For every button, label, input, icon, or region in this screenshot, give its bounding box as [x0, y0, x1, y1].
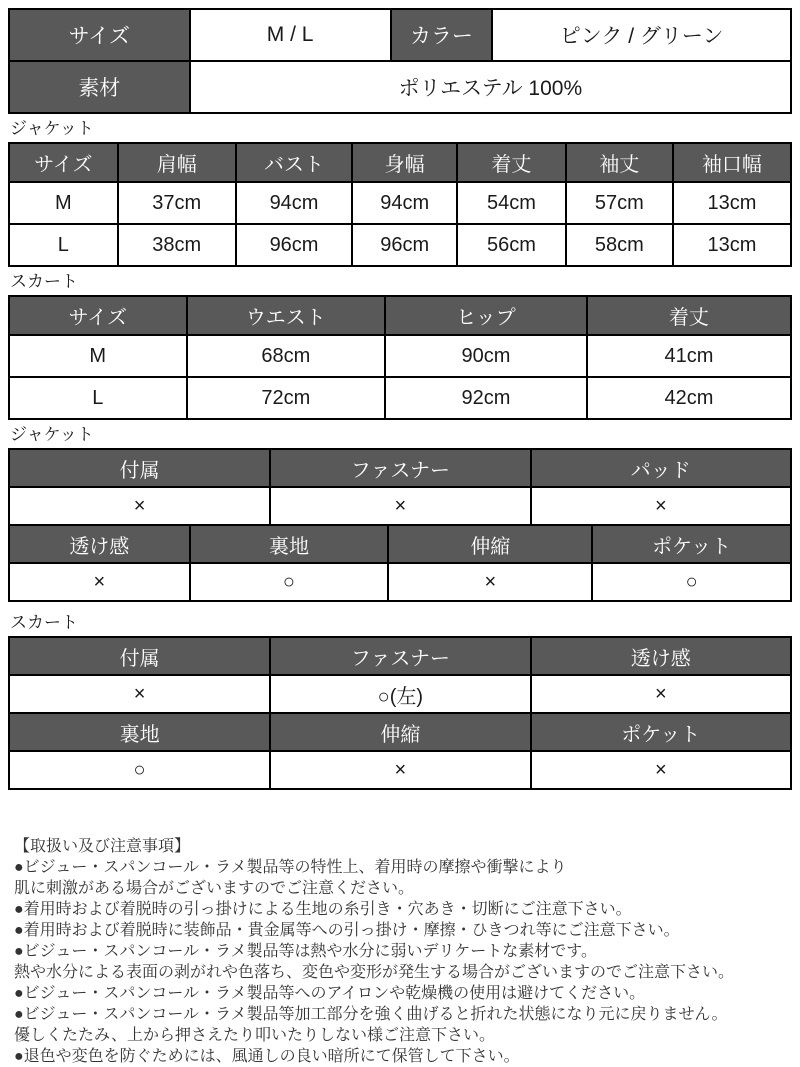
skirt-length-header: 着丈 — [587, 296, 791, 335]
table-cell: 94cm — [352, 182, 457, 224]
jacket-cuff-header: 袖口幅 — [673, 143, 791, 182]
jacket-feature-section-label: ジャケット — [10, 425, 94, 444]
jacket-fastener-header: ファスナー — [270, 449, 530, 487]
care-note-line: 肌に刺激がある場合がございますのでご注意ください。 — [14, 880, 415, 897]
care-note-line: ●ビジュー・スパンコール・ラメ製品等へのアイロンや乾燥機の使用は避けてください。 — [14, 985, 646, 1002]
jacket-accessory-header: 付属 — [9, 449, 270, 487]
care-note-line: ●着用時および着脱時に装飾品・貴金属等への引っ掛け・摩擦・ひきつれ等にご注意下さい。 — [14, 922, 680, 939]
jacket-size-section-label: ジャケット — [10, 119, 94, 138]
table-cell: M — [9, 182, 118, 224]
table-cell: 92cm — [385, 377, 587, 419]
care-note-line: ●退色や変色を防ぐためには、風通しの良い暗所にて保管して下さい。 — [14, 1048, 520, 1065]
jacket-bust-header: バスト — [236, 143, 353, 182]
jacket-sleeve-header: 袖丈 — [566, 143, 673, 182]
jacket-size-header: サイズ — [9, 143, 118, 182]
care-note-line: ●ビジュー・スパンコール・ラメ製品等は熱や水分に弱いデリケートな素材です。 — [14, 943, 597, 960]
table-cell: 96cm — [236, 224, 353, 266]
table-cell: 42cm — [587, 377, 791, 419]
skirt-accessory-value: × — [9, 675, 270, 713]
jacket-sheer-value: × — [9, 563, 190, 601]
table-cell: 57cm — [566, 182, 673, 224]
jacket-stretch-header: 伸縮 — [388, 525, 592, 563]
table-cell: L — [9, 377, 187, 419]
care-note-line: ●ビジュー・スパンコール・ラメ製品等の特性上、着用時の摩擦や衝撃により — [14, 859, 567, 876]
jacket-feature-table-group1 — [8, 448, 792, 526]
care-note-line: 優しくたたみ、上から押さえたり叩いたりしない様ご注意下さい。 — [14, 1027, 495, 1044]
jacket-pocket-value: ○ — [592, 563, 791, 601]
jacket-accessory-value: × — [9, 487, 270, 525]
care-note-line: ●ビジュー・スパンコール・ラメ製品等加工部分を強く曲げると折れた状態になり元に戻りません。 — [14, 1006, 728, 1023]
table-cell: 72cm — [187, 377, 386, 419]
jacket-bodywidth-header: 身幅 — [352, 143, 457, 182]
table-cell: L — [9, 224, 118, 266]
skirt-feature-table-group2 — [8, 712, 792, 790]
skirt-size-row-l — [9, 377, 791, 419]
care-notes — [8, 836, 792, 1067]
table-cell: 58cm — [566, 224, 673, 266]
jacket-pocket-header: ポケット — [592, 525, 791, 563]
jacket-feature-table-group2 — [8, 524, 792, 602]
skirt-hip-header: ヒップ — [385, 296, 587, 335]
jacket-sheer-header: 透け感 — [9, 525, 190, 563]
jacket-lining-value: ○ — [190, 563, 389, 601]
jacket-size-table — [8, 142, 792, 267]
skirt-lining-value: ○ — [9, 751, 270, 789]
skirt-size-row-m — [9, 335, 791, 377]
skirt-size-section-label: スカート — [10, 272, 78, 291]
skirt-feature-section-label: スカート — [10, 613, 78, 632]
jacket-lining-header: 裏地 — [190, 525, 389, 563]
care-notes-title: 【取扱い及び注意事項】 — [14, 838, 191, 855]
table-cell: 56cm — [457, 224, 566, 266]
skirt-stretch-value: × — [270, 751, 530, 789]
jacket-fastener-value: × — [270, 487, 530, 525]
table-cell: 41cm — [587, 335, 791, 377]
material-label-cell: 素材 — [9, 61, 190, 113]
table-cell: 13cm — [673, 182, 791, 224]
table-cell: M — [9, 335, 187, 377]
skirt-size-header: サイズ — [9, 296, 187, 335]
size-value-cell: M / L — [190, 9, 391, 61]
jacket-size-row-l — [9, 224, 791, 266]
table-cell: 38cm — [118, 224, 236, 266]
jacket-shoulder-header: 肩幅 — [118, 143, 236, 182]
skirt-fastener-header: ファスナー — [270, 637, 530, 675]
skirt-sheer-header: 透け感 — [531, 637, 791, 675]
jacket-stretch-value: × — [388, 563, 592, 601]
table-cell: 37cm — [118, 182, 236, 224]
table-cell: 94cm — [236, 182, 353, 224]
jacket-length-header: 着丈 — [457, 143, 566, 182]
table-cell: 54cm — [457, 182, 566, 224]
product-info-table — [8, 8, 792, 114]
color-label-cell: カラー — [391, 9, 493, 61]
skirt-lining-header: 裏地 — [9, 713, 270, 751]
skirt-pocket-header: ポケット — [531, 713, 791, 751]
skirt-accessory-header: 付属 — [9, 637, 270, 675]
color-value-cell: ピンク / グリーン — [492, 9, 791, 61]
skirt-waist-header: ウエスト — [187, 296, 386, 335]
jacket-pad-header: パッド — [531, 449, 791, 487]
skirt-feature-table-group1 — [8, 636, 792, 714]
care-note-line: ●着用時および着脱時の引っ掛けによる生地の糸引き・穴あき・切断にご注意下さい。 — [14, 901, 632, 918]
skirt-fastener-value: ○(左) — [270, 675, 530, 713]
jacket-size-row-m — [9, 182, 791, 224]
skirt-stretch-header: 伸縮 — [270, 713, 530, 751]
jacket-pad-value: × — [531, 487, 791, 525]
size-label-cell: サイズ — [9, 9, 190, 61]
skirt-size-table — [8, 295, 792, 420]
skirt-sheer-value: × — [531, 675, 791, 713]
table-cell: 68cm — [187, 335, 386, 377]
table-cell: 96cm — [352, 224, 457, 266]
material-value-cell: ポリエステル 100% — [190, 61, 791, 113]
table-cell: 13cm — [673, 224, 791, 266]
skirt-pocket-value: × — [531, 751, 791, 789]
care-note-line: 熱や水分による表面の剥がれや色落ち、変色や変形が発生する場合がございますのでご注意下さい。 — [14, 964, 735, 981]
table-cell: 90cm — [385, 335, 587, 377]
